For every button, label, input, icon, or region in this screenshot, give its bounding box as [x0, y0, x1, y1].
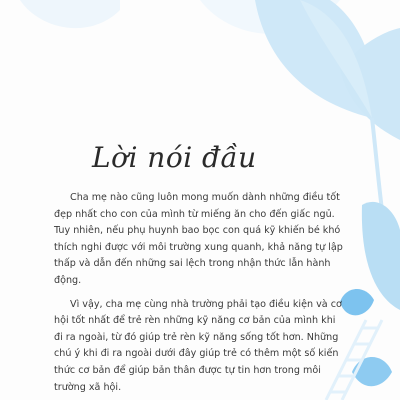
- page-title: Lời nói đầu: [92, 141, 257, 174]
- paragraph: Cha mẹ nào cũng luôn mong muốn dành những điều tốt đẹp nhất cho con của mình từ miếng ăn cho đến giấc ngủ. Tuy nhiên, nếu phụ huynh bao bọc con quá kỹ khiến bé khó thích nghi được với môi trường xung quanh, khả năng tự lập thấp và dẫn đến những sai lệch trong nhận thức lẫn hành động.: [54, 192, 343, 286]
- preface-body: [54, 190, 346, 400]
- faint-leaf-top-left: [20, 0, 120, 28]
- paragraph: Vì vậy, cha mẹ cùng nhà trường phải tạo điều kiện và cơ hội tốt nhất để trẻ rèn những kỹ năng cơ bản của mình khi đi ra ngoài, từ đó giúp trẻ rèn kỹ năng sống tốt hơn. Những chú ý khi đi ra ngoài dưới đây giúp trẻ có thêm một số kiến thức cơ bản để giúp bản thân được tự tin hơn trong môi trường xã hội.: [54, 298, 342, 393]
